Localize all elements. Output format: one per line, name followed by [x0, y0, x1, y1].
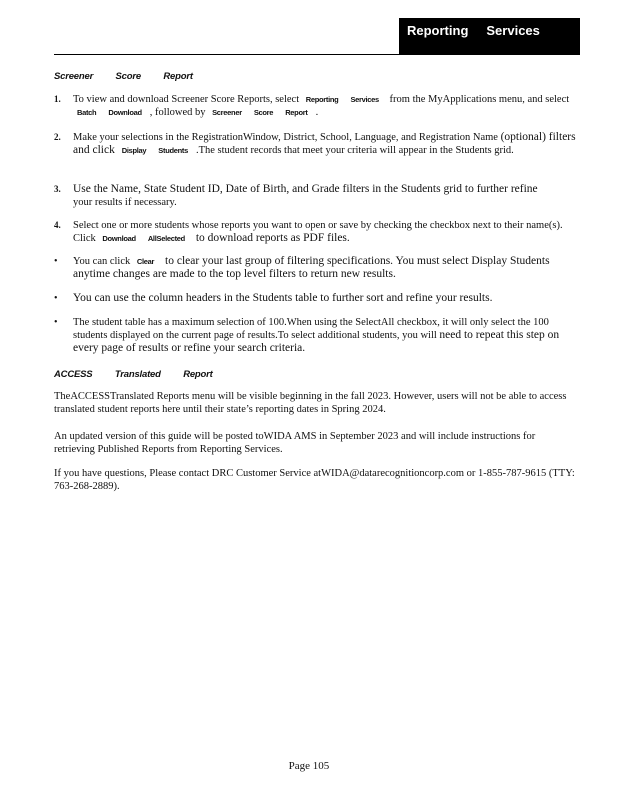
step-number: 3. [54, 184, 61, 194]
paragraph-translated-reports: TheACCESSTranslated Reports menu will be visible beginning in the fall 2023. However, users will not be able to access translated student reports here until their state’s reporting dates in Spring 2024. [54, 391, 567, 415]
step-text: Make your selections in the RegistrationWindow, District, School, Language, and Registration Name (optional) filters and click Display Students .The student records that meet your criteria will appear in the Students grid. [73, 131, 576, 156]
section-heading-access-translated [54, 369, 233, 380]
bullet-mark: • [54, 293, 58, 304]
step-number: 4. [54, 220, 61, 230]
step-text: Select one or more students whose reports you want to open or save by checking the checkbox next to their name(s). Click Download AllSelected to download reports as PDF files. [73, 220, 563, 244]
step-4 [54, 219, 578, 245]
section2-word1: ACCESS [54, 369, 93, 380]
header-rule [54, 54, 580, 55]
section2-word2: Translated [114, 369, 161, 380]
bullet-mark: • [54, 317, 58, 328]
section2-word3: Report [183, 369, 213, 380]
section1-word1: Screener [54, 71, 94, 82]
step-2 [54, 131, 578, 157]
bullet-text: You can use the column headers in the Students table to further sort and refine your results. [73, 292, 493, 304]
step-text: Use the Name, State Student ID, Date of Birth, and Grade filters in the Students grid to further refine your results if necessary. [73, 183, 538, 208]
page-number: Page 105 [288, 760, 330, 772]
bullet-max-selection [54, 316, 578, 355]
header-right-text: Services [486, 23, 540, 38]
bullet-text: The student table has a maximum selection of 100.When using the SelectAll checkbox, it will only select the 100 students displayed on the current page of results.To select additional students, you will need to repeat this step on every page of results or refine your search criteria. [73, 317, 560, 354]
section1-word3: Report [163, 71, 193, 82]
step-number: 1. [54, 94, 61, 104]
header-left-text: Reporting [407, 23, 469, 38]
section1-word2: Score [115, 71, 141, 82]
step-number: 2. [54, 132, 61, 142]
paragraph-contact: If you have questions, Please contact DRC Customer Service atWIDA@datarecognitioncorp.com or 1-855-787-9615 (TTY: 763-268-2889). [54, 468, 575, 492]
bullet-text: You can click Clear to clear your last group of filtering specifications. You must select Display Students anytime changes are made to the top level filters to return new results. [73, 255, 550, 280]
bullet-mark: • [54, 256, 58, 267]
step-3 [54, 183, 578, 209]
paragraph-updated-guide: An updated version of this guide will be posted toWIDA AMS in September 2023 and will include instructions for retrieving Published Reports from Reporting Services. [54, 431, 536, 455]
bullet-column-headers [54, 292, 578, 305]
header-banner [399, 18, 580, 55]
section-heading-screener [54, 71, 213, 82]
step-text: To view and download Screener Score Reports, select Reporting Services from the MyApplications menu, and select Batch Download , followed by Screener Score Report . [73, 94, 570, 118]
bullet-clear [54, 255, 578, 281]
step-1 [54, 93, 578, 119]
